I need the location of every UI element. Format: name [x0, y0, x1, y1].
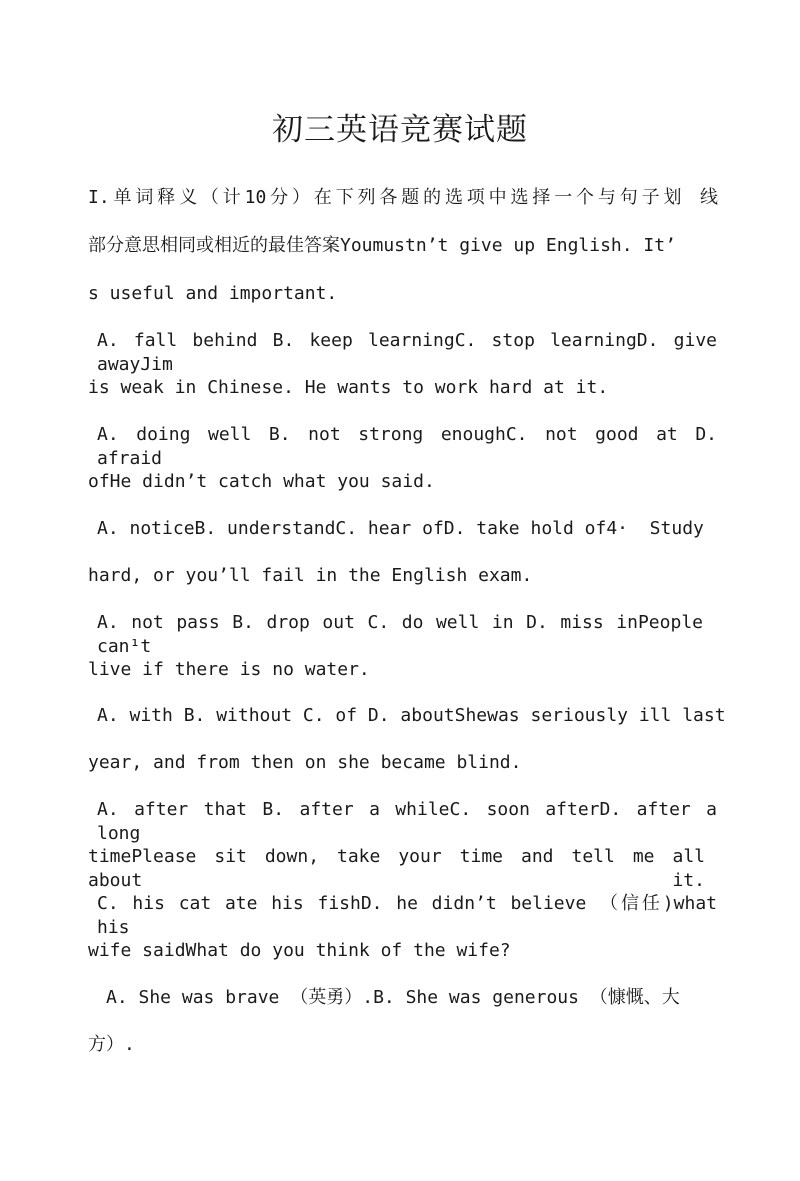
text-line: A. fall behind B. keep learningC. stop learningD. give awayJim [97, 330, 717, 375]
text-line: live if there is no water. [88, 659, 370, 680]
text-line: wife saidWhat do you think of the wife? [88, 940, 511, 961]
text-line: I.单词释义（计10分）在下列各题的选项中选择一个与句子划 线 [88, 187, 718, 208]
text-line: A. with B. without C. of D. aboutShewas seriously ill last [97, 705, 726, 726]
text-line: 方）. [88, 1034, 135, 1055]
text-line: timePlease sit down, take your time and tell me all about it. [88, 846, 705, 891]
text-line: ofHe didn’t catch what you said. [88, 471, 435, 492]
text-line: s useful and important. [88, 283, 338, 304]
text-line: is weak in Chinese. He wants to work hard at it. [88, 377, 609, 398]
text-line: A. not pass B. drop out C. do well in D. miss inPeople can¹t [97, 612, 703, 657]
text-line: A. She was brave （英勇）.B. She was generous （慷慨、大 [106, 987, 680, 1008]
text-line: A. after that B. after a whileC. soon afterD. after a long [97, 799, 717, 844]
text-line: A. doing well B. not strong enoughC. not good at D. afraid [97, 424, 717, 469]
page-title: 初三英语竞赛试题 [272, 112, 528, 148]
text-line: 部分意思相同或相近的最佳答案Youmustn’t give up English. It’ [88, 235, 676, 256]
text-line: A. noticeB. understandC. hear ofD. take hold of4· Study [97, 518, 704, 539]
text-line: hard, or you’ll fail in the English exam. [88, 565, 533, 586]
text-line: year, and from then on she became blind. [88, 752, 522, 773]
text-line: C. his cat ate his fishD. he didn’t believe （信任)what his [97, 893, 717, 938]
